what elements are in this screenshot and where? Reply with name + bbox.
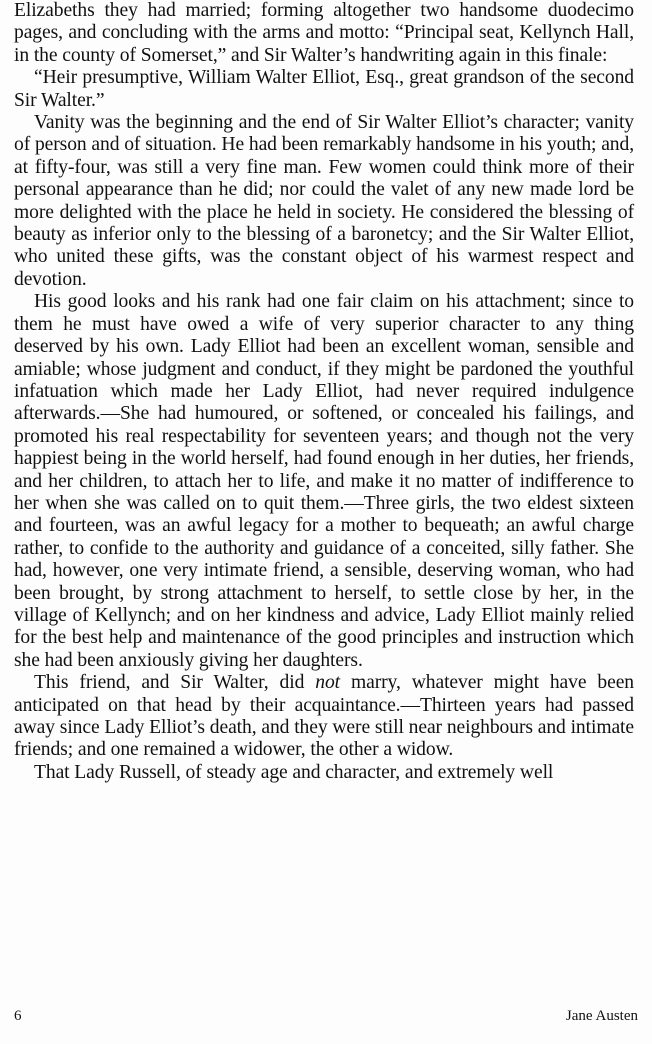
paragraph-5-text-a: This friend, and Sir Walter, did [34, 672, 316, 694]
paragraph-5-emphasis: not [315, 672, 340, 694]
paragraph-2 [14, 67, 634, 112]
paragraph-3 [14, 112, 634, 291]
body-text [14, 0, 634, 784]
paragraph-4-text: His good looks and his rank had one fair claim on his attachment; since to them he must have owed a wife of very superior character to any thing deserved by his own. Lady Elliot had been an excellent woman, sensible and amiable; whose judgment and conduct, if they might be pardoned the youthful infatuation which made her Lady Elliot, had never required indulgence afterwards.—She had humoured, or softened, or concealed his failings, and promoted his real respectability for seventeen years; and though not the very happiest being in the world herself, had found enough in her duties, her friends, and her children, to attach her to life, and make it no matter of indifference to her when she was called on to quit them.—Three girls, the two eldest sixteen and fourteen, was an awful legacy for a mother to bequeath; an awful charge rather, to confide to the authority and guidance of a conceited, silly father. She had, however, one very intimate friend, a sensible, deserving woman, who had been brought, by strong attachment to herself, to settle close by her, in the village of Kellynch; and on her kindness and advice, Lady Elliot mainly relied for the best help and maintenance of the good principles and instruction which she had been anxiously giving her daughters. [14, 291, 634, 671]
paragraph-5-text-b: marry, whatever might have been anticipated on that head by their acquaintance.—Thirteen years had passed away since Lady Elliot’s death, and they were still near neighbours and intimate friends; and one remained a widower, the other a widow. [14, 672, 634, 761]
paragraph-1-text: Elizabeths they had married; forming altogether two handsome duodecimo pages, and concluding with the arms and motto: “Principal seat, Kellynch Hall, in the county of Somerset,” and Sir Walter’s handwriting again in this finale: [14, 0, 634, 66]
paragraph-6 [14, 762, 634, 784]
page-number: 6 [14, 1008, 22, 1024]
paragraph-5 [14, 672, 634, 762]
paragraph-1 [14, 0, 634, 67]
paragraph-2-text: “Heir presumptive, William Walter Elliot, Esq., great grandson of the second Sir Walter.” [14, 67, 634, 111]
paragraph-4 [14, 291, 634, 672]
paragraph-6-text: That Lady Russell, of steady age and character, and extremely well [34, 761, 554, 783]
paragraph-3-text: Vanity was the beginning and the end of Sir Walter Elliot’s character; vanity of person and of situation. He had been remarkably handsome in his youth; and, at fifty-four, was still a very fine man. Few women could think more of their personal appearance than he did; nor could the valet of any new made lord be more delighted with the place he held in society. He considered the blessing of beauty as inferior only to the blessing of a baronetcy; and the Sir Walter Elliot, who united these gifts, was the constant object of his warmest respect and devotion. [14, 112, 634, 290]
running-head-author: Jane Austen [565, 1008, 638, 1024]
